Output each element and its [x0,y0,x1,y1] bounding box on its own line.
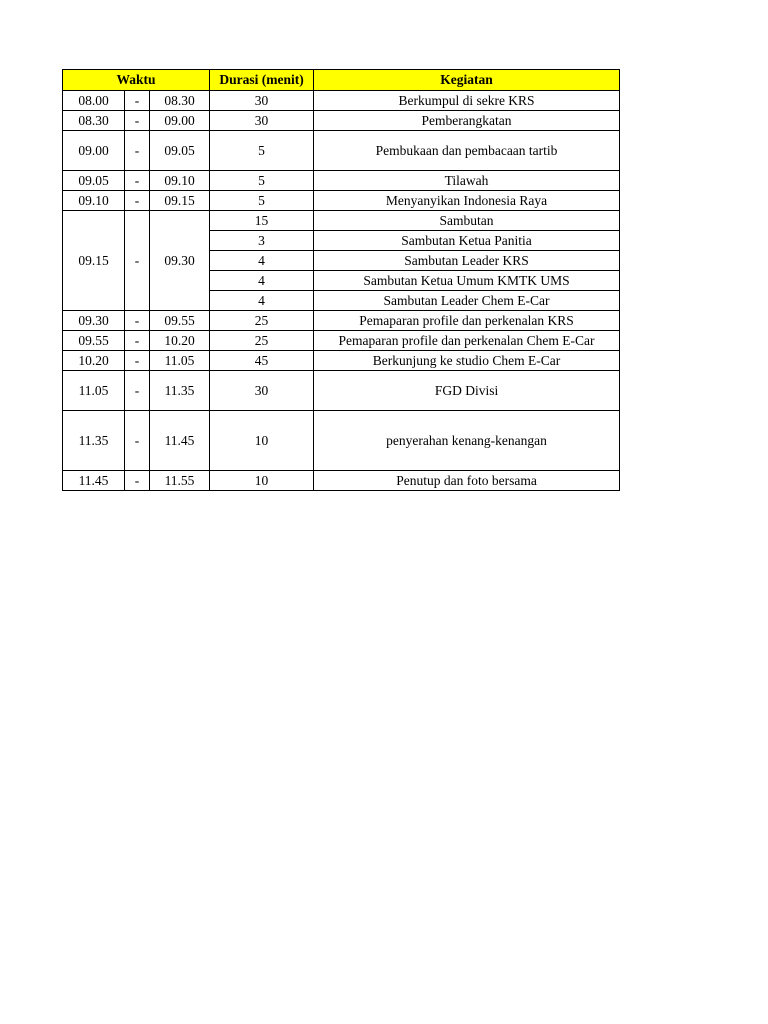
start-time: 10.20 [63,351,125,371]
activity: Pemberangkatan [314,111,620,131]
duration: 10 [210,411,314,471]
table-row [63,411,620,471]
start-time: 11.45 [63,471,125,491]
end-time: 09.30 [150,211,210,311]
start-time: 09.15 [63,211,125,311]
start-time: 09.30 [63,311,125,331]
time-separator: - [125,211,150,311]
time-separator: - [125,131,150,171]
activity: FGD Divisi [314,371,620,411]
duration: 5 [210,171,314,191]
table-row [63,471,620,491]
activity: Tilawah [314,171,620,191]
activity: Menyanyikan Indonesia Raya [314,191,620,211]
duration: 30 [210,371,314,411]
activity: Sambutan Ketua Umum KMTK UMS [314,271,620,291]
start-time: 09.10 [63,191,125,211]
header-durasi: Durasi (menit) [210,70,314,91]
start-time: 09.55 [63,331,125,351]
start-time: 11.05 [63,371,125,411]
duration: 5 [210,191,314,211]
activity: Sambutan [314,211,620,231]
table-row [63,171,620,191]
duration: 45 [210,351,314,371]
end-time: 10.20 [150,331,210,351]
duration: 15 [210,211,314,231]
duration: 30 [210,111,314,131]
duration: 3 [210,231,314,251]
time-separator: - [125,331,150,351]
header-kegiatan: Kegiatan [314,70,620,91]
time-separator: - [125,471,150,491]
activity: Pembukaan dan pembacaan tartib [314,131,620,171]
duration: 25 [210,311,314,331]
end-time: 09.55 [150,311,210,331]
header-row [63,70,620,91]
table-row [63,371,620,411]
start-time: 08.00 [63,91,125,111]
table-row [63,211,620,231]
header-waktu: Waktu [63,70,210,91]
end-time: 11.45 [150,411,210,471]
schedule-table [62,69,620,491]
duration: 4 [210,271,314,291]
time-separator: - [125,351,150,371]
activity: Sambutan Leader Chem E-Car [314,291,620,311]
start-time: 09.00 [63,131,125,171]
table-row [63,131,620,171]
duration: 30 [210,91,314,111]
activity: penyerahan kenang-kenangan [314,411,620,471]
end-time: 09.15 [150,191,210,211]
table-row [63,191,620,211]
time-separator: - [125,191,150,211]
time-separator: - [125,311,150,331]
table-row [63,351,620,371]
time-separator: - [125,91,150,111]
activity: Berkumpul di sekre KRS [314,91,620,111]
end-time: 11.05 [150,351,210,371]
table-row [63,91,620,111]
time-separator: - [125,171,150,191]
duration: 4 [210,251,314,271]
end-time: 11.35 [150,371,210,411]
start-time: 11.35 [63,411,125,471]
duration: 10 [210,471,314,491]
time-separator: - [125,111,150,131]
table-row [63,331,620,351]
activity: Pemaparan profile dan perkenalan Chem E-Car [314,331,620,351]
table-row [63,111,620,131]
end-time: 11.55 [150,471,210,491]
end-time: 08.30 [150,91,210,111]
table-row [63,311,620,331]
end-time: 09.10 [150,171,210,191]
end-time: 09.00 [150,111,210,131]
activity: Sambutan Leader KRS [314,251,620,271]
activity: Sambutan Ketua Panitia [314,231,620,251]
duration: 5 [210,131,314,171]
time-separator: - [125,371,150,411]
time-separator: - [125,411,150,471]
activity: Berkunjung ke studio Chem E-Car [314,351,620,371]
activity: Penutup dan foto bersama [314,471,620,491]
duration: 25 [210,331,314,351]
activity: Pemaparan profile dan perkenalan KRS [314,311,620,331]
start-time: 08.30 [63,111,125,131]
start-time: 09.05 [63,171,125,191]
duration: 4 [210,291,314,311]
end-time: 09.05 [150,131,210,171]
